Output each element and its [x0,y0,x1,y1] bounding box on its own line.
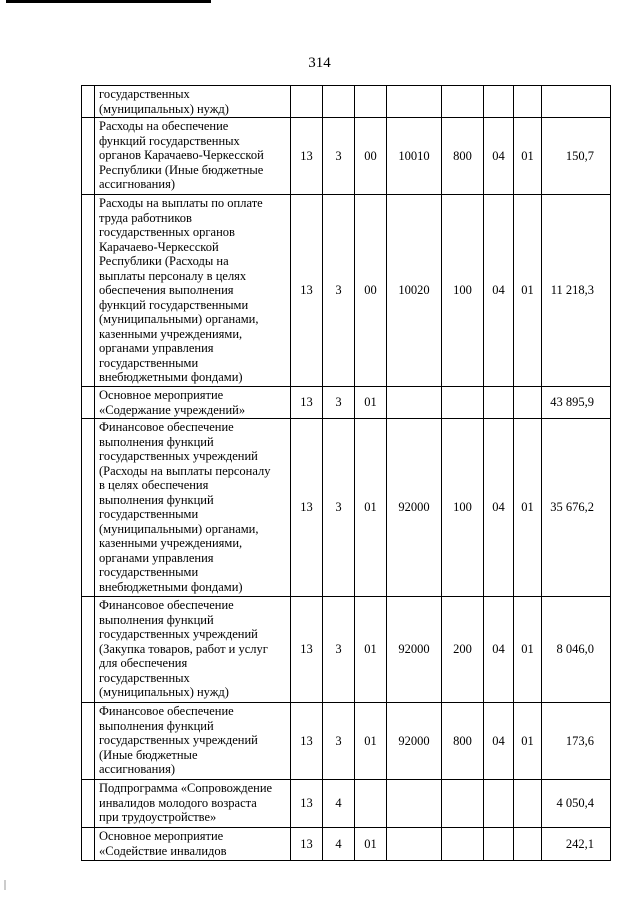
col-d: 92000 [387,703,442,780]
col-f: 04 [484,703,514,780]
col-f: 04 [484,195,514,387]
col-g: 01 [514,419,542,597]
col-e [442,86,484,118]
row-amount [542,86,611,118]
col-f: 04 [484,419,514,597]
budget-table-body [82,86,611,861]
empty-cell [82,419,95,597]
col-f [484,387,514,419]
col-b: 3 [323,419,355,597]
col-e [442,828,484,861]
col-g: 01 [514,118,542,195]
empty-cell [82,703,95,780]
row-name: Финансовое обеспечение выполнения функций государственных учреждений (Иные бюджетные ассигнования) [95,703,291,780]
col-f [484,780,514,828]
col-c: 01 [355,419,387,597]
col-d [387,780,442,828]
col-f [484,86,514,118]
col-g [514,780,542,828]
table-row [82,86,611,118]
col-a: 13 [291,703,323,780]
table-row [82,703,611,780]
col-a: 13 [291,195,323,387]
table-row [82,387,611,419]
table-row [82,597,611,703]
col-a: 13 [291,419,323,597]
col-f [484,828,514,861]
row-name: Основное мероприятие «Содержание учреждений» [95,387,291,419]
col-f: 04 [484,118,514,195]
col-b: 3 [323,118,355,195]
col-c: 01 [355,597,387,703]
budget-table [81,85,611,861]
scan-edge-mark [4,880,6,890]
row-amount: 8 046,0 [542,597,611,703]
col-g: 01 [514,703,542,780]
col-g: 01 [514,195,542,387]
col-a: 13 [291,118,323,195]
col-g [514,828,542,861]
col-b: 3 [323,597,355,703]
empty-cell [82,597,95,703]
row-amount: 173,6 [542,703,611,780]
col-e: 200 [442,597,484,703]
table-row [82,419,611,597]
col-e: 800 [442,118,484,195]
col-b [323,86,355,118]
col-a: 13 [291,387,323,419]
col-a [291,86,323,118]
table-row [82,195,611,387]
row-name: Основное мероприятие «Содействие инвалидов [95,828,291,861]
table-row [82,780,611,828]
col-d: 10010 [387,118,442,195]
col-f: 04 [484,597,514,703]
empty-cell [82,387,95,419]
row-amount: 11 218,3 [542,195,611,387]
col-e: 800 [442,703,484,780]
col-c: 01 [355,828,387,861]
col-c [355,86,387,118]
col-b: 4 [323,828,355,861]
col-c: 00 [355,195,387,387]
col-b: 4 [323,780,355,828]
col-a: 13 [291,828,323,861]
empty-cell [82,86,95,118]
row-amount: 35 676,2 [542,419,611,597]
col-c: 01 [355,703,387,780]
col-d: 92000 [387,419,442,597]
col-e: 100 [442,195,484,387]
col-b: 3 [323,195,355,387]
col-a: 13 [291,597,323,703]
table-row [82,828,611,861]
row-amount: 150,7 [542,118,611,195]
col-b: 3 [323,387,355,419]
col-d: 92000 [387,597,442,703]
empty-cell [82,828,95,861]
page-number: 314 [308,55,331,71]
row-amount: 43 895,9 [542,387,611,419]
col-b: 3 [323,703,355,780]
empty-cell [82,780,95,828]
table-row [82,118,611,195]
row-name: Финансовое обеспечение выполнения функций государственных учреждений (Расходы на выплаты персоналу в целях обеспечения выполнения функций государственными (муниципальными) органами, казенными учреждениями, органами управления государственными внебюджетными фондами) [95,419,291,597]
empty-cell [82,118,95,195]
col-g [514,86,542,118]
col-d [387,86,442,118]
row-name: государственных (муниципальных) нужд) [95,86,291,118]
col-d [387,387,442,419]
empty-cell [82,195,95,387]
row-name: Подпрограмма «Сопровождение инвалидов молодого возраста при трудоустройстве» [95,780,291,828]
col-g [514,387,542,419]
row-amount: 242,1 [542,828,611,861]
col-d [387,828,442,861]
col-c: 01 [355,387,387,419]
col-e: 100 [442,419,484,597]
col-c: 00 [355,118,387,195]
col-e [442,780,484,828]
top-rule [6,0,211,3]
col-e [442,387,484,419]
col-a: 13 [291,780,323,828]
row-amount: 4 050,4 [542,780,611,828]
col-c [355,780,387,828]
col-g: 01 [514,597,542,703]
col-d: 10020 [387,195,442,387]
row-name: Финансовое обеспечение выполнения функций государственных учреждений (Закупка товаров, работ и услуг для обеспечения государственных (муниципальных) нужд) [95,597,291,703]
row-name: Расходы на обеспечение функций государственных органов Карачаево-Черкесской Республики (Иные бюджетные ассигнования) [95,118,291,195]
row-name: Расходы на выплаты по оплате труда работников государственных органов Карачаево-Черкесской Республики (Расходы на выплаты персоналу в целях обеспечения выполнения функций государственными (муниципальными) органами, казенными учреждениями, органами управления государственными внебюджетными фондами) [95,195,291,387]
